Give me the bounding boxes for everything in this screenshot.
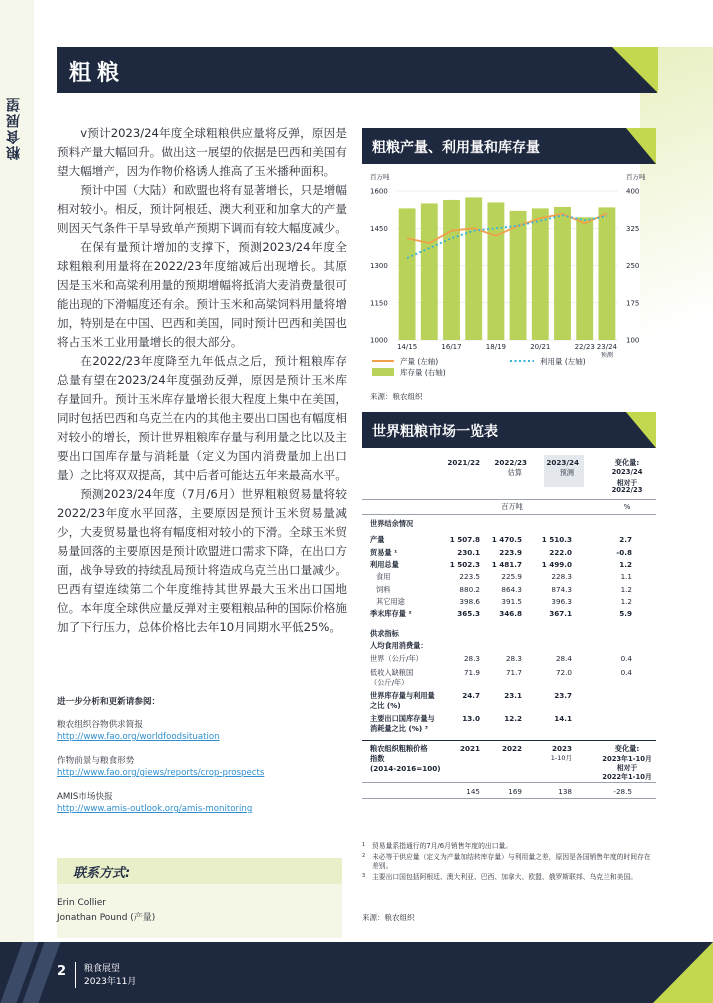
table-rule [362,798,656,799]
row-value: 71.9 [463,668,480,677]
row-value: 5.9 [619,609,632,619]
stock-bar [487,202,504,340]
row-value: 1 499.0 [541,559,572,569]
left-tick-label: 1150 [370,299,388,308]
column-header: 2022/23 [494,458,527,467]
price-value: 169 [508,787,522,796]
price-subheader: 1-10月 [550,754,572,762]
column-header: 2023/24 [546,458,579,467]
contact-name: Jonathan Pound (产量) [57,913,156,923]
x-tick-label: 22/23 [574,343,595,351]
row-label: 利用总量 [370,559,399,569]
price-label: 指数 [370,754,385,763]
row-value: 225.9 [501,572,522,582]
price-header: 2022 [501,744,522,753]
column-subheader: 估算 [507,468,522,477]
references-title: 进一步分析和更新请参阅： [57,697,161,707]
legend-production-label: 产量 (左轴) [400,357,439,366]
row-label: 消耗量之比 (%) ³ [370,724,428,733]
paragraph: 预测2023/24年度（7月/6月）世界粗粮贸易量将较2022/23年度水平回落，主要原因是预计玉米贸易量减少，大麦贸易量也将有幅度相对较小的下滑。全球玉米贸易量回落的主要原因是预计欧盟进口需求下降，在出口方面，战争导致的持续乱局预计将造成乌克兰出口量减少。巴西有望连续第二个年度维持其世界最大玉米出口国地位。本年度全球供应量反弹对主要粗粮品种的国际价格施加了下行压力，总体价格比去年10月同期水平低25%。 [57,487,347,634]
row-value: 1.1 [620,572,632,582]
section-header [57,47,657,93]
reference-label: 粮农组织谷物供求简报 [57,720,143,730]
row-label: 之比 (%) [370,701,401,710]
row-value: 0.4 [620,654,632,663]
paragraph: 在保有量预计增加的支撑下，预测2023/24年度全球粗粮利用量将在2022/23年度缩减后出现增长。其原因是玉米和高粱利用量的预期增幅将抵消大麦消费量很可能出现的下滑幅度还有余。预计玉米和高粱饲料用量将增加，特别是在中国、巴西和美国，同时预计巴西和美国也将占玉米工业用量增长的很大部分。 [57,240,347,349]
row-label: 饲料 [376,584,391,594]
row-label: 产量 [370,535,385,545]
price-label: (2014-2016=100) [370,764,441,773]
row-value: 228.3 [551,572,572,582]
column-subheader: 预测 [559,468,574,477]
right-tick-label: 400 [626,187,640,196]
chart-title-corner [626,128,656,164]
chart-source: 来源：粮农组织 [370,392,423,401]
contact-box [57,858,342,938]
column-subheader: 相对于 [616,479,638,487]
row-value: 2.7 [619,535,632,545]
x-tick-label: 20/21 [530,343,551,351]
row-value: 880.2 [459,584,480,594]
right-tick-label: 175 [626,299,640,308]
stock-bar [421,203,438,340]
unit-label: % [623,502,631,511]
row-label: 主要出口国库存量与 [370,714,435,723]
row-value: 1.2 [620,584,632,594]
paragraph: 在2022/23年度降至九年低点之后，预计粗粮库存总量有望在2023/24年度强劲反弹，原因是预计玉米库存量回升。预计玉米库存量增长很大程度上集中在美国，同时包括巴西和乌克兰在内的其他主要出口国也有幅度相对较小的增长，预计世界粗粮库存量与利用量之比以及主要出口国库存量与消耗量（定义为国内消费量加上出口量）之比将双双提高，其中后者可能达五年来最高水平。 [57,354,347,482]
row-value: 874.3 [551,584,572,594]
footnote: 3 主要出口国包括阿根廷、澳大利亚、巴西、加拿大、欧盟、俄罗斯联邦、乌克兰和美国。 [362,873,638,881]
right-tick-label: 325 [626,224,640,233]
stock-bar [532,208,549,340]
row-value: 1 481.7 [491,559,522,569]
column-header: 变化量: [614,458,640,467]
column-subheader: 2023/24 [611,468,643,476]
price-header: 2021 [459,744,480,753]
row-value: 398.6 [459,596,480,606]
table-source: 来源：粮农组织 [362,913,415,922]
table-title: 世界粗粮市场一览表 [372,424,498,440]
row-value: 23.7 [554,691,572,700]
left-tick-label: 1450 [370,224,388,233]
row-value: 0.4 [620,668,632,677]
paragraph: v预计2023/24年度全球粗粮供应量将反弹，原因是预料产量大幅回升。做出这一展望的依据是巴西和美国有望大幅增产，因为作物价格诱人推高了玉米播种面积。 [57,126,347,178]
row-value: 12.2 [504,714,522,723]
footer-corner [653,942,713,1003]
footnotes [362,842,656,884]
left-tick-label: 1000 [370,336,388,345]
row-value: 346.8 [499,609,522,619]
row-label: 其它用途 [376,596,405,606]
paragraph: 预计中国（大陆）和欧盟也将有显著增长，只是增幅相对较小。相反，预计阿根廷、澳大利亚和加拿大的产量则因天气条件干旱导致单产预期下调而有较大幅度减少。 [57,183,347,235]
row-value: 23.1 [504,691,522,700]
table-rule [362,782,656,783]
price-change-subheader: 2022年1-10月 [602,773,652,781]
section-label: 供求指标 [370,629,399,638]
footnote: 1 贸易量系指通行的7月/6月销售年度的出口量。 [362,842,513,850]
row-value: 1 507.8 [449,535,480,545]
reference-label: AMIS市场快报 [57,792,113,802]
table-rule [362,740,656,741]
header-corner [612,47,658,93]
price-value: -28.5 [613,787,632,796]
section-label: 人均食用消费量： [370,641,428,650]
row-label: （公斤/年） [370,678,409,687]
body-text [57,124,347,637]
price-label: 粮农组织粗粮价格 [370,744,428,753]
legend-utilization-label: 利用量 (左轴) [540,357,586,366]
row-value: 1.2 [619,559,632,569]
table-rule [362,499,656,500]
right-axis-unit: 百万吨 [626,173,646,181]
table-title-bar [362,412,656,448]
stock-bar [399,208,416,340]
unit-label: 百万吨 [501,502,523,511]
row-label: 低收入缺粮国 [370,668,414,677]
page-title: 粗粮 [69,61,126,86]
row-value: 72.0 [555,668,572,677]
contact-name: Erin Collier [57,898,106,908]
x-tick-label: 16/17 [441,343,462,351]
column-subheader: 2022/23 [611,486,643,494]
price-header: 2023 [551,744,572,753]
stock-bar [554,207,571,340]
x-tick-label: 23/24 [596,343,617,351]
chart-title-bar [362,128,656,164]
price-change-subheader: 2023年1-10月 [602,755,652,763]
left-tick-label: 1300 [370,262,388,270]
reference-link[interactable]: http://www.fao.org/giews/reports/crop-prospects [57,768,265,778]
row-label: 世界结余情况 [370,519,414,528]
row-value: 28.4 [555,654,572,663]
price-change-subheader: 相对于 [616,764,638,772]
side-tab [0,0,34,1003]
table-rule [362,514,656,515]
row-value: 222.0 [549,547,572,557]
reference-label: 作物前景与粮食形势 [57,756,135,766]
legend-stock-swatch [372,368,394,376]
contact-header [57,858,342,884]
row-value: 1.2 [620,596,632,606]
row-value: 1 502.3 [449,559,480,569]
row-label: 世界（公斤/年） [370,654,423,663]
footer [0,942,713,1003]
x-sub-label: 预测 [600,352,613,359]
row-value: 223.9 [499,547,522,557]
row-value: 28.3 [463,654,480,663]
footer-title: 粮食展望 [84,964,121,974]
table-title-corner [626,412,656,448]
stock-bar [443,200,460,340]
column-header: 2021/22 [447,458,480,467]
row-label: 食用 [376,572,391,582]
right-tick-label: 100 [626,336,640,345]
row-value: 71.7 [505,668,522,677]
row-value: 1 470.5 [491,535,522,545]
stock-bar [465,197,482,340]
row-value: 367.1 [549,609,572,619]
reference-link[interactable]: http://www.amis-outlook.org/amis-monitoring [57,804,253,814]
footnote: 2 未必等于供应量（定义为产量加结转库存量）与利用量之差，原因是各国销售年度的时间存在差别。 [362,853,651,870]
row-value: 28.3 [505,654,522,663]
price-value: 145 [466,787,480,796]
reference-link[interactable]: http://www.fao.org/worldfoodsituation [57,732,220,742]
references [57,695,347,827]
x-tick-label: 18/19 [485,343,506,351]
row-value: 230.1 [457,547,480,557]
price-value: 138 [558,787,572,796]
row-value: 391.5 [501,596,522,606]
chart [362,165,656,405]
left-tick-label: 1600 [370,187,388,196]
stock-bar [576,217,593,340]
right-tick-label: 250 [626,262,640,270]
row-value: 396.3 [551,596,572,606]
row-value: 1 510.3 [541,535,572,545]
row-value: -0.8 [616,547,632,557]
stock-bar [598,207,615,340]
side-tab-title: 粮食展望 [6,96,22,160]
row-value: 864.3 [501,584,522,594]
row-value: 365.3 [457,609,480,619]
row-value: 223.5 [459,572,480,582]
contact-title: 联系方式: [73,866,131,881]
footer-separator [75,962,76,988]
row-label: 世界库存量与利用量 [370,691,435,700]
chart-title: 粗粮产量、利用量和库存量 [372,140,540,156]
row-label: 季末库存量 ² [370,609,412,619]
legend-stock-label: 库存量 (右轴) [400,368,446,377]
left-axis-unit: 百万吨 [370,173,390,181]
stock-bar [510,211,527,340]
page-number: 2 [57,964,67,979]
row-value: 13.0 [462,714,480,723]
row-value: 24.7 [462,691,480,700]
x-tick-label: 14/15 [397,343,418,351]
footer-date: 2023年11月 [84,977,137,987]
price-change-header: 变化量: [614,744,640,753]
row-value: 14.1 [554,714,572,723]
row-label: 贸易量 ¹ [370,547,398,557]
